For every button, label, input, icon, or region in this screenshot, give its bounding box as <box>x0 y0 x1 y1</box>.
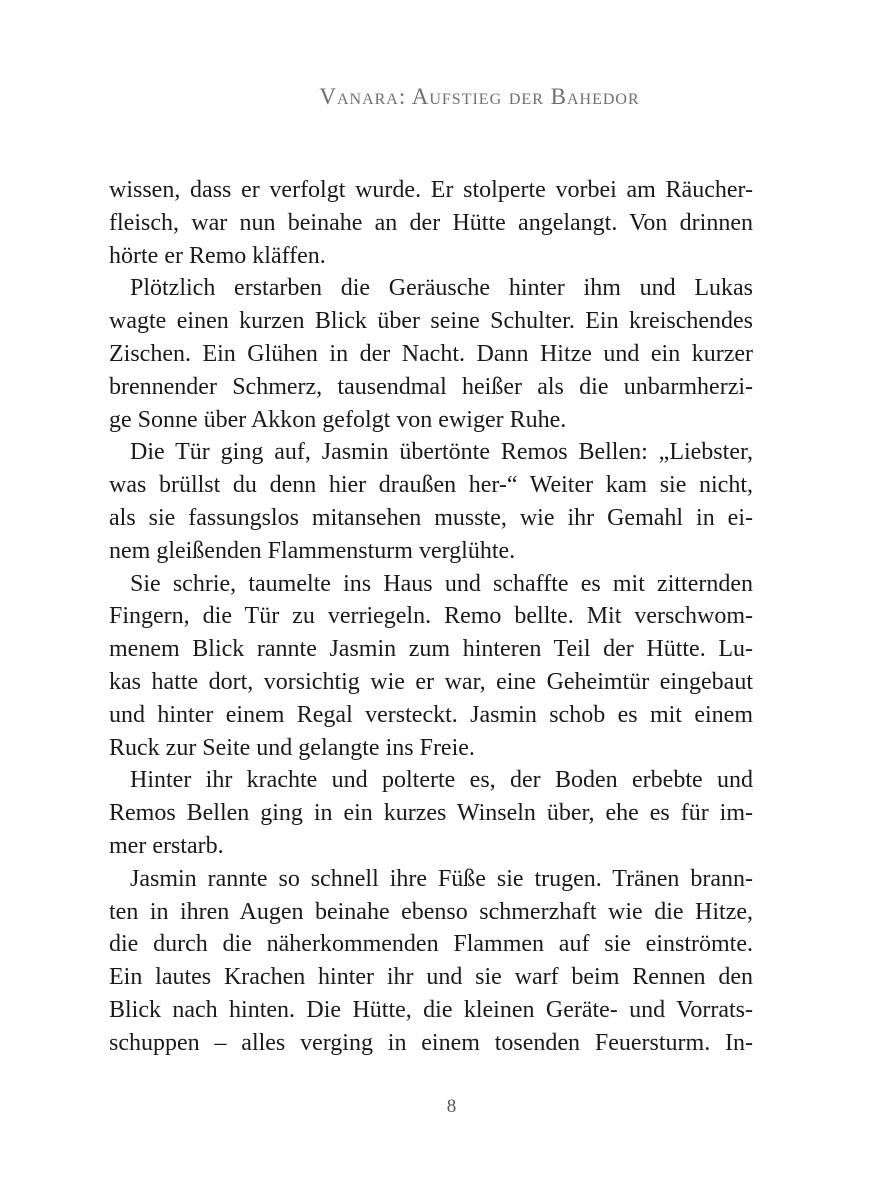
text-line: Die Tür ging auf, Jasmin übertönte Remos Bellen: „Liebster, <box>130 439 753 466</box>
text-line: was brüllst du denn hier draußen her-“ Weiter kam sie nicht, <box>109 472 753 499</box>
text-line: Fingern, die Tür zu verriegeln. Remo bellte. Mit verschwom- <box>109 603 753 630</box>
text-line: die durch die näherkommenden Flammen auf sie einströmte. <box>109 931 753 958</box>
text-line: Blick nach hinten. Die Hütte, die kleinen Geräte- und Vorrats- <box>109 996 753 1023</box>
text-line: Ruck zur Seite und gelangte ins Freie. <box>109 734 475 761</box>
text-line: fleisch, war nun beinahe an der Hütte angelangt. Von drinnen <box>109 209 753 236</box>
text-line: Remos Bellen ging in ein kurzes Winseln über, ehe es für im- <box>109 800 753 827</box>
text-line: ten in ihren Augen beinahe ebenso schmerzhaft wie die Hitze, <box>109 898 753 925</box>
text-line: Jasmin rannte so schnell ihre Füße sie trugen. Tränen brann- <box>130 865 753 892</box>
text-line: kas hatte dort, vorsichtig wie er war, eine Geheimtür eingebaut <box>109 668 753 695</box>
text-line: ge Sonne über Akkon gefolgt von ewiger Ruhe. <box>109 406 567 433</box>
text-line: mer erstarb. <box>109 832 224 859</box>
text-line: wagte einen kurzen Blick über seine Schulter. Ein kreischendes <box>109 308 753 335</box>
text-line: menem Blick rannte Jasmin zum hinteren Teil der Hütte. Lu- <box>109 636 753 663</box>
text-line: brennender Schmerz, tausendmal heißer als die unbarmherzi- <box>109 373 753 400</box>
text-line: hörte er Remo kläffen. <box>109 242 326 269</box>
text-line: Plötzlich erstarben die Geräusche hinter ihm und Lukas <box>130 275 753 302</box>
text-line: Sie schrie, taumelte ins Haus und schaffte es mit zitternden <box>130 570 753 597</box>
text-line: nem gleißenden Flammensturm verglühte. <box>109 537 516 564</box>
text-line: schuppen – alles verging in einem tosenden Feuersturm. In- <box>109 1029 753 1056</box>
page-number: 8 <box>446 1096 457 1117</box>
text-line: Zischen. Ein Glühen in der Nacht. Dann Hitze und ein kurzer <box>109 340 753 367</box>
text-line: Ein lautes Krachen hinter ihr und sie warf beim Rennen den <box>109 964 753 991</box>
running-header: Vanara: Aufstieg der Bahedor <box>319 84 640 109</box>
text-line: und hinter einem Regal versteckt. Jasmin schob es mit einem <box>109 701 753 728</box>
text-line: als sie fassungslos mitansehen musste, wie ihr Gemahl in ei- <box>109 504 753 531</box>
body-text <box>109 174 753 1060</box>
text-line: Hinter ihr krachte und polterte es, der Boden erbebte und <box>130 767 753 794</box>
text-line: wissen, dass er verfolgt wurde. Er stolperte vorbei am Räucher- <box>109 177 753 203</box>
